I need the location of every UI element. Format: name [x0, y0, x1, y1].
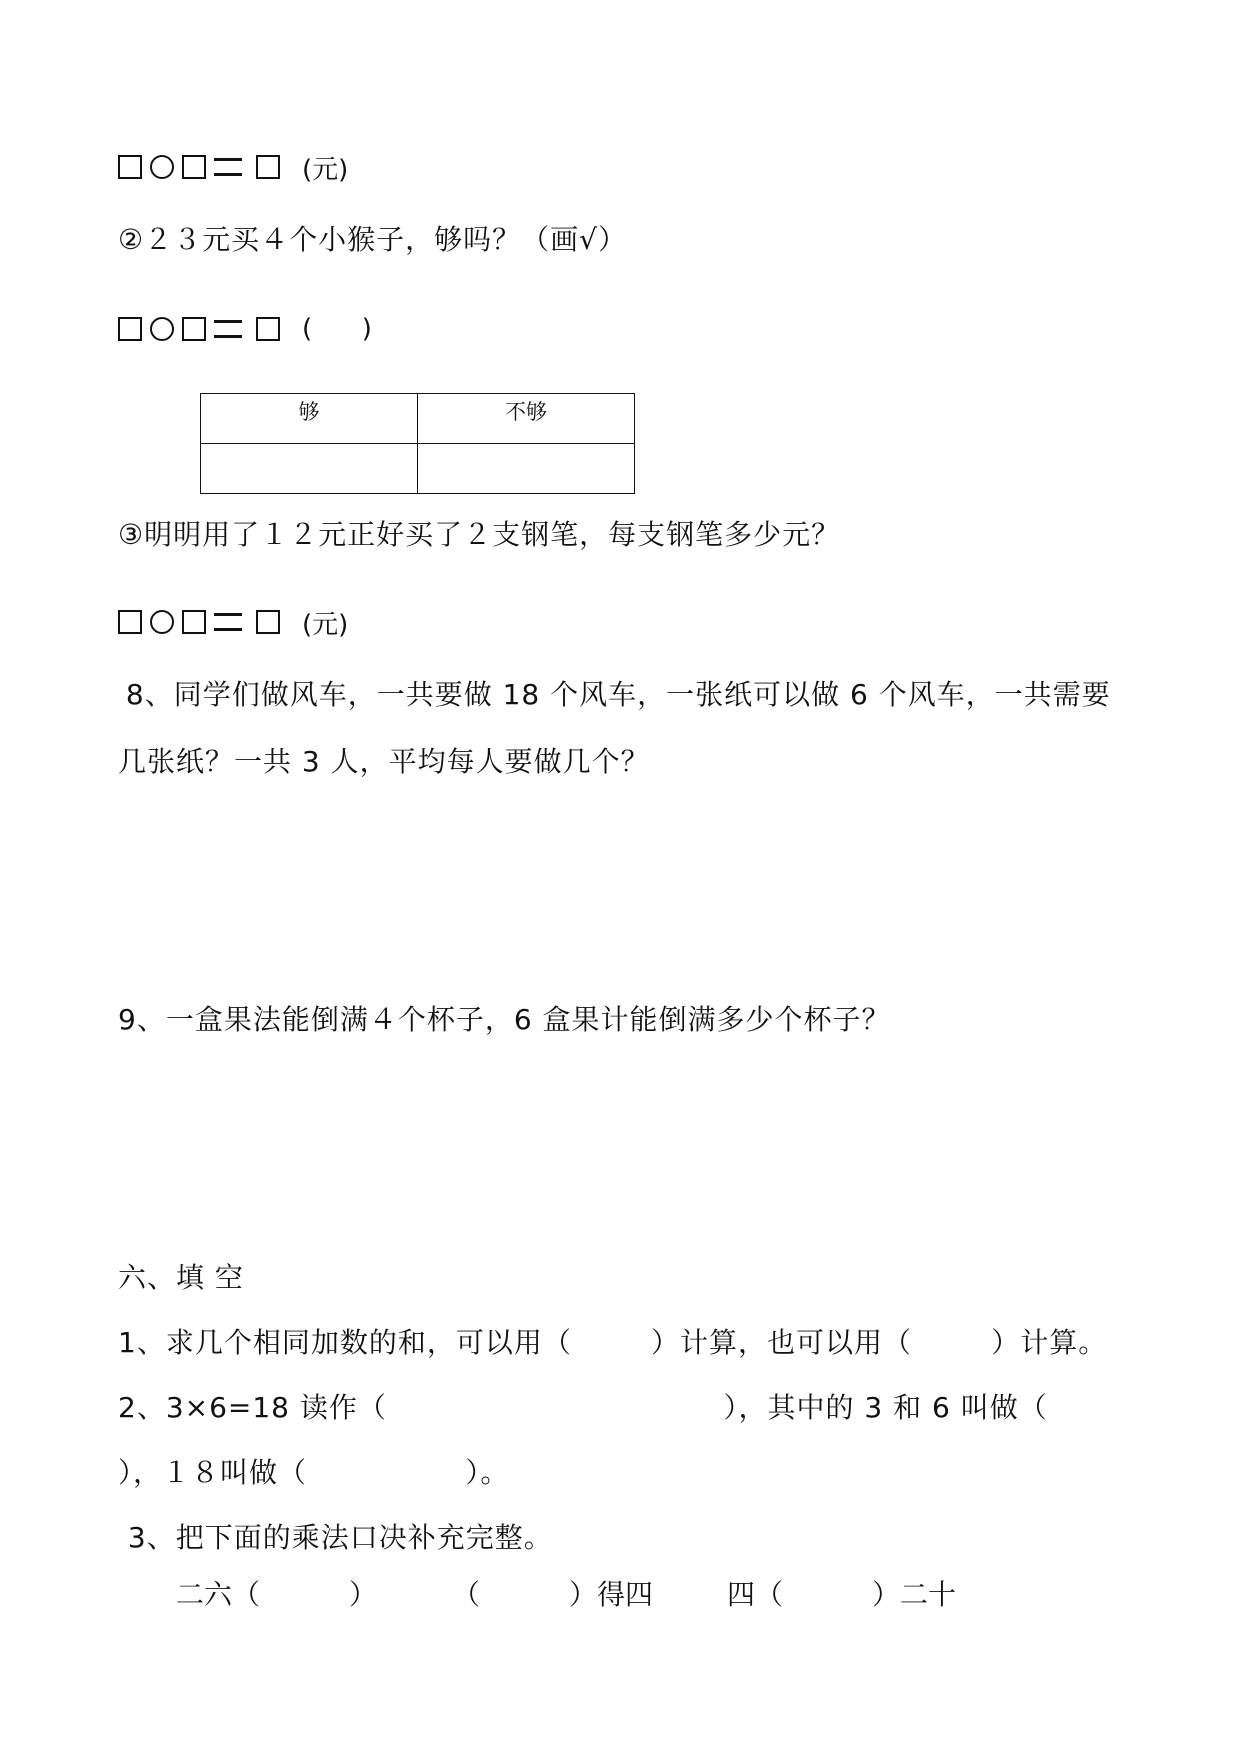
answer-box[interactable] — [256, 155, 280, 179]
equals-sign — [214, 320, 242, 338]
fill-item-3: 3、把下面的乘法口决补充完整。 — [118, 1521, 553, 1554]
check-table — [200, 393, 635, 494]
answer-box[interactable] — [118, 317, 142, 341]
multiplication-blank-3[interactable]: 四（ ）二十 — [727, 1578, 957, 1611]
unit-label: (元) — [302, 154, 349, 185]
operator-circle[interactable] — [150, 317, 174, 341]
answer-box[interactable] — [118, 155, 142, 179]
fill-item-1: 1、求几个相同加数的和，可以用（ ）计算，也可以用（ ）计算。 — [118, 1326, 1108, 1359]
multiplication-blank-2[interactable]: （ ）得四 — [452, 1578, 654, 1611]
check-cell-enough[interactable] — [201, 444, 418, 494]
answer-box[interactable] — [256, 317, 280, 341]
formula-row — [118, 600, 348, 644]
section-6-title: 六、填 空 — [118, 1261, 244, 1294]
formula-row — [118, 145, 348, 189]
answer-box[interactable] — [182, 317, 206, 341]
unit-label: (元) — [302, 609, 349, 640]
answer-box[interactable] — [182, 155, 206, 179]
answer-box[interactable] — [118, 610, 142, 634]
operator-circle[interactable] — [150, 610, 174, 634]
fill-item-2-line1: 2、3×6=18 读作（ ），其中的 3 和 6 叫做（ — [118, 1391, 1048, 1424]
question-7-3: ③明明用了１２元正好买了２支钢笔，每支钢笔多少元？ — [118, 518, 841, 551]
operator-circle[interactable] — [150, 155, 174, 179]
answer-box[interactable] — [182, 610, 206, 634]
question-7-2: ②２３元买４个小猴子，够吗？（画√） — [118, 223, 627, 256]
fill-item-2-line2: ），１８叫做（ ）。 — [118, 1456, 510, 1489]
answer-box[interactable] — [256, 610, 280, 634]
question-8-line2: 几张纸？一共 3 人，平均每人要做几个？ — [118, 745, 650, 778]
equals-sign — [214, 613, 242, 631]
question-9: 9、一盒果法能倒满４个杯子，6 盒果计能倒满多少个杯子？ — [118, 1003, 891, 1036]
equals-sign — [214, 158, 242, 176]
check-cell-not-enough[interactable] — [418, 444, 635, 494]
multiplication-blank-1[interactable]: 二六（ ） — [176, 1578, 378, 1611]
table-header-not-enough: 不够 — [418, 394, 635, 444]
question-8-line1: 8、同学们做风车，一共要做 18 个风车，一张纸可以做 6 个风车，一共需要 — [116, 678, 1111, 711]
unit-label: ( ) — [302, 314, 372, 344]
table-header-enough: 够 — [201, 394, 418, 444]
formula-row — [118, 307, 372, 351]
